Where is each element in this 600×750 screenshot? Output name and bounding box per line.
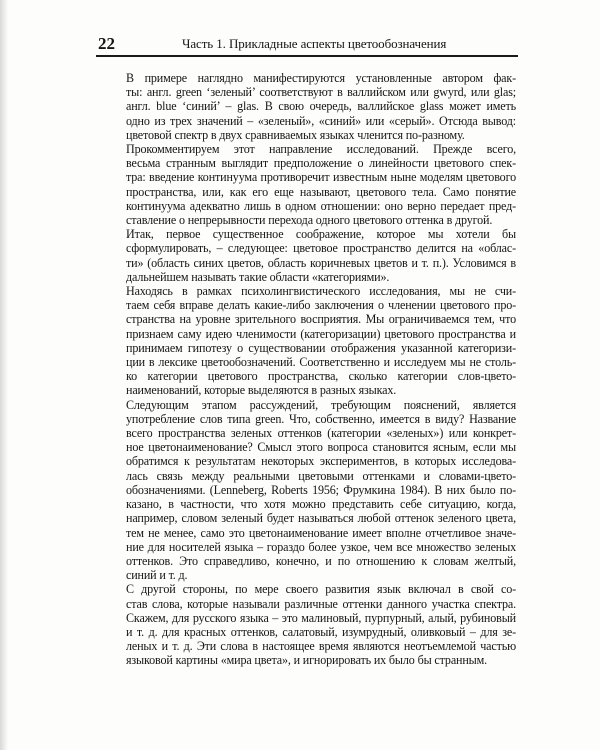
text-line: лась связь между реальными цветовыми оттенками и словами-цвето- (126, 468, 516, 483)
text-line: одно из трех значений – «зеленый», «синий» или «серый». Отсюда вывод: (126, 113, 516, 128)
paragraph (98, 227, 516, 284)
text-line: ти» (область синих цветов, область коричневых цветов и т. п.). Условимся в (126, 255, 516, 270)
text-line: В примере наглядно манифестируются установленные автором фак- (126, 71, 516, 85)
text-line: Находясь в рамках психолингвистического исследования, мы не счи- (126, 284, 516, 299)
text-line: признаем саму идею членимости (категоризации) цветового пространства и (126, 326, 516, 341)
text-line: и т. д. для красных оттенков, салатовый, изумрудный, оливковый – для зе- (126, 624, 516, 639)
text-line: тем не менее, само это цветонаименование имеет вполне отчетливое значе- (126, 525, 516, 540)
paragraph (98, 582, 516, 667)
paragraph (98, 142, 516, 227)
paragraph (98, 398, 516, 583)
text-line: оттенков. Это справедливо, конечно, и по отношению к словам желтый, (126, 553, 516, 568)
text-line: обратимся к результатам некоторых экспериментов, в которых исследова- (126, 454, 516, 469)
text-line: употребление слов типа green. Что, собственно, имеется в виду? Название (126, 411, 516, 426)
text-line: пространства, или, как его еще называют, цветового тела. Само понятие (126, 184, 516, 199)
text-line: ние для носителей языка – гораздо более узкое, чем все множество зеленых (126, 539, 516, 554)
text-line: Скажем, для русского языка – это малиновый, пурпурный, алый, рубиновый (126, 610, 516, 625)
text-line: казано, в частности, что хотя можно представить себе ситуацию, когда, (126, 497, 516, 512)
text-line: ное цветонаименование? Смысл этого вопроса становится ясным, если мы (126, 440, 516, 455)
text-line: таем себя вправе делать какие-либо заключения о членении цветового про- (126, 298, 516, 313)
text-line: Итак, первое существенное соображение, которое мы хотели бы (126, 227, 516, 242)
text-line: С другой стороны, по мере своего развития язык включал в свой со- (126, 582, 516, 597)
text-line: обозначениями. (Lenneberg, Roberts 1956; Фрумкина 1984). В них было по- (126, 482, 516, 497)
text-line: сформулировать, – следующее: цветовое пространство делится на «облас- (126, 241, 516, 256)
text-line: англ. blue ‘синий’ – glas. В свою очередь, валлийское glass может иметь (126, 99, 516, 114)
running-title: Часть 1. Прикладные аспекты цветообозначения (182, 36, 447, 51)
paragraph (98, 71, 516, 142)
text-line: ты: англ. green ‘зеленый’ соответствуют в валлийском или gwyrd, или glas; (126, 85, 516, 100)
paragraph (98, 284, 516, 398)
text-line: языковой картины «мира цвета», и игнорировать их было бы странным. (126, 653, 488, 668)
text-line: Следующим этапом рассуждений, требующим пояснений, является (126, 397, 516, 412)
page-header (98, 34, 516, 54)
text-line: став слова, которые называли различные оттенки данного участка спектра. (126, 596, 516, 611)
text-line: дальнейшем называть такие области «категориями». (126, 269, 390, 284)
text-line: ции в лексике цветообозначений. Соответственно и исследуем мы не столь- (126, 355, 516, 370)
text-line: принимаем гипотезу о существовании отображения указанной категоризи- (126, 340, 516, 355)
text-line: странства на уровне зрительного восприятия. Мы ограничиваемся тем, что (126, 312, 516, 327)
text-line: весьма странным выглядит предположение о линейности цветового спек- (126, 156, 516, 171)
page-edge-shadow (0, 0, 8, 750)
page-number: 22 (98, 34, 115, 53)
text-line: ставление о непрерывности перехода одного цветового оттенка в другой. (126, 213, 493, 228)
text-line: цветовой спектр в двух сравниваемых языках членится по-разному. (126, 127, 465, 142)
text-line: наименований, которые выделяются в разных языках. (126, 383, 397, 398)
header-rule (96, 55, 518, 57)
text-line: Прокомментируем этот направление исследований. Прежде всего, (126, 142, 516, 157)
text-line: всего пространства зеленых оттенков (категории «зеленых») или конкрет- (126, 426, 516, 441)
text-line: ко категории цветового пространства, сколько категории слов-цвето- (126, 369, 516, 384)
text-line: леных и т. д. Эти слова в настоящее время являются неотъемлемой частью (126, 639, 516, 654)
text-line: континуума адекватно лишь в одном отношении: оно верно передает пред- (126, 198, 516, 213)
text-line: тра: введение континуума противоречит известным ныне моделям цветового (126, 170, 516, 185)
text-line: например, словом зеленый будет называться любой оттенок зеленого цвета, (126, 511, 516, 526)
body-text (98, 71, 516, 668)
text-line: синий и т. д. (126, 568, 188, 583)
